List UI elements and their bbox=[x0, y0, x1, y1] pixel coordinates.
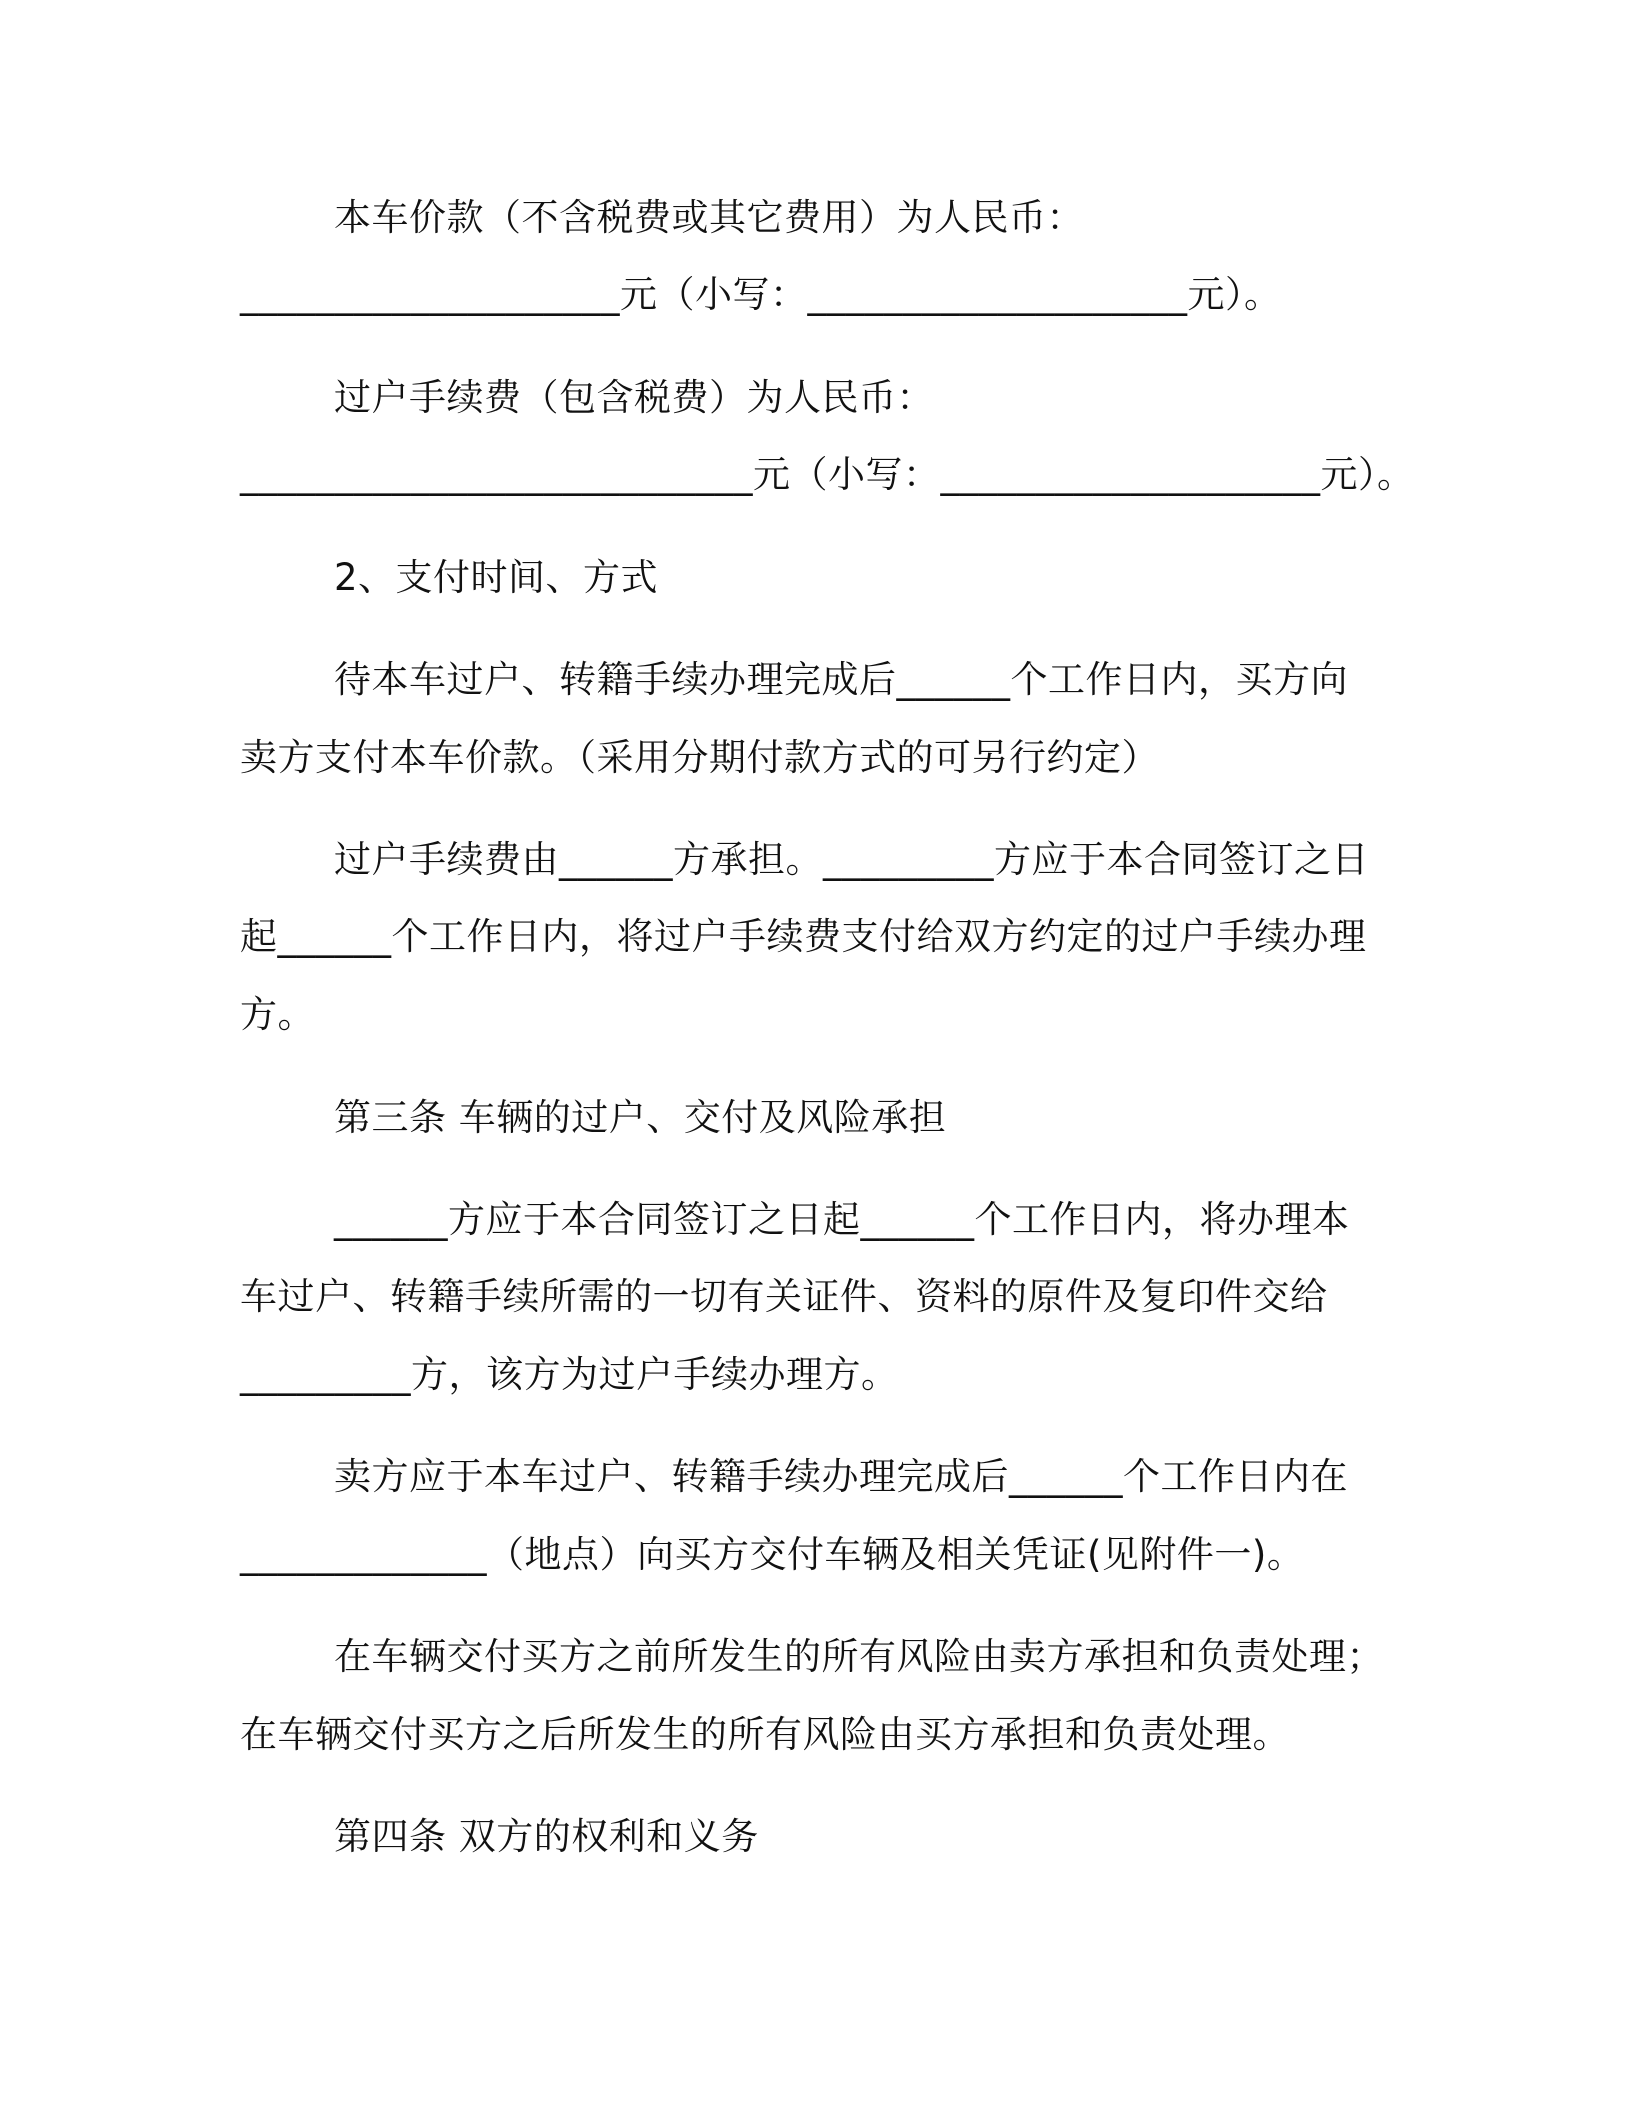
text-line-fee-bearer-2: 起______个工作日内，将过户手续费支付给双方约定的过户手续办理 bbox=[240, 915, 1367, 958]
text-line-car-price-blanks: ____________________元（小写：____________________元）。 bbox=[240, 273, 1282, 316]
text-line-delivery-1: 卖方应于本车过户、转籍手续办理完成后______个工作日内在 bbox=[334, 1455, 1348, 1498]
text-line-car-price: 本车价款（不含税费或其它费用）为人民币： bbox=[334, 196, 1084, 239]
text-line-delivery-2: _____________（地点）向买方交付车辆及相关凭证(见附件一)。 bbox=[240, 1533, 1305, 1576]
text-line-fee-bearer-3: 方。 bbox=[240, 993, 315, 1036]
article-heading-3: 第三条 车辆的过户、交付及风险承担 bbox=[334, 1096, 947, 1139]
article-heading-4: 第四条 双方的权利和义务 bbox=[334, 1815, 759, 1858]
section-heading-payment: 2、支付时间、方式 bbox=[334, 556, 659, 599]
text-line-documents-2: 车过户、转籍手续所需的一切有关证件、资料的原件及复印件交给 bbox=[240, 1275, 1328, 1318]
text-line-payment-1: 待本车过户、转籍手续办理完成后______个工作日内，买方向 bbox=[334, 658, 1348, 701]
text-line-documents-1: ______方应于本合同签订之日起______个工作日内，将办理本 bbox=[334, 1198, 1350, 1241]
text-line-transfer-fee: 过户手续费（包含税费）为人民币： bbox=[334, 376, 934, 419]
text-line-transfer-fee-blanks: ___________________________元（小写：____________________元）。 bbox=[240, 453, 1415, 496]
text-line-payment-2: 卖方支付本车价款。（采用分期付款方式的可另行约定） bbox=[240, 736, 1159, 779]
text-line-risk-1: 在车辆交付买方之前所发生的所有风险由卖方承担和负责处理； bbox=[334, 1635, 1384, 1678]
text-line-documents-3: _________方，该方为过户手续办理方。 bbox=[240, 1353, 899, 1396]
text-line-fee-bearer-1: 过户手续费由______方承担。_________方应于本合同签订之日 bbox=[334, 838, 1369, 881]
text-line-risk-2: 在车辆交付买方之后所发生的所有风险由买方承担和负责处理。 bbox=[240, 1713, 1290, 1756]
